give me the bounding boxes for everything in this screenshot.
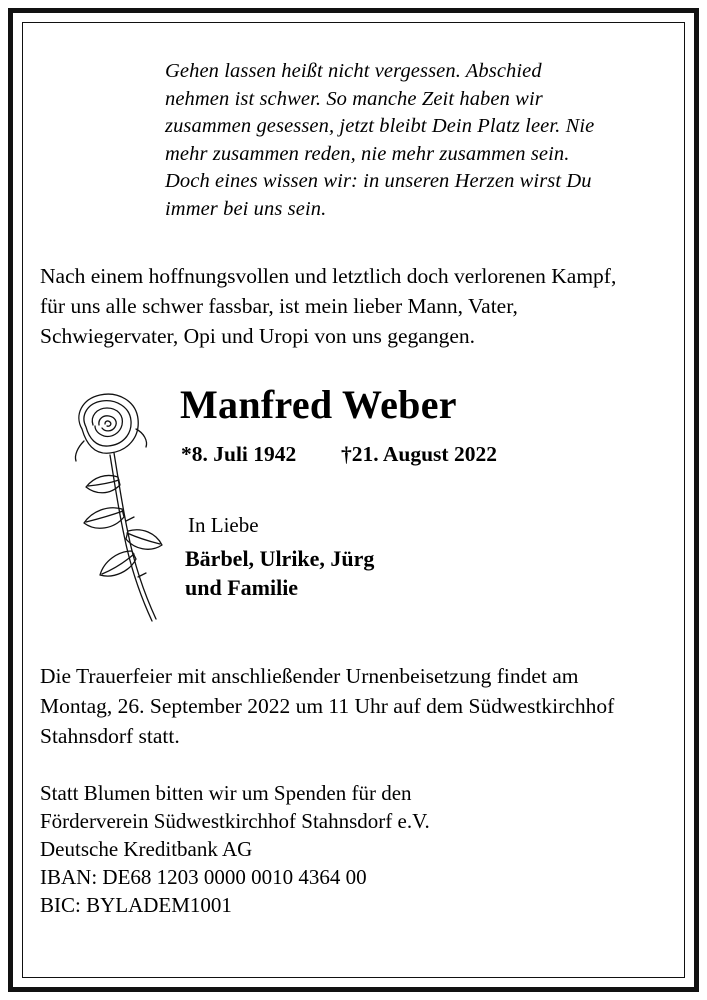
name-and-ornament-block — [40, 381, 667, 631]
life-dates — [181, 442, 667, 467]
donation-iban: IBAN: DE68 1203 0000 0010 4364 00 — [40, 865, 367, 889]
birth-date: *8. Juli 1942 — [181, 442, 297, 466]
donation-details — [40, 779, 650, 919]
survivors-names — [185, 544, 667, 602]
survivors-line-2: und Familie — [185, 575, 299, 600]
deceased-name: Manfred Weber — [180, 382, 457, 427]
rose-icon — [52, 381, 172, 631]
donation-line-1: Statt Blumen bitten wir um Spenden für den — [40, 781, 412, 805]
in-love-label: In Liebe — [188, 513, 259, 537]
notice-content — [40, 40, 667, 960]
ceremony-details: Die Trauerfeier mit anschließender Urnenbeisetzung findet am Montag, 26. September 2022 um 11 Uhr auf dem Südwestkirchhof Stahnsdorf statt. — [40, 664, 615, 748]
announcement-paragraph: Nach einem hoffnungsvollen und letztlich doch verlorenen Kampf, für uns alle schwer fassbar, ist mein lieber Mann, Vater, Schwiegervater, Opi und Uropi von uns gegangen. — [40, 264, 617, 348]
donation-bic: BIC: BYLADEM1001 — [40, 893, 232, 917]
death-date: †21. August 2022 — [341, 442, 497, 466]
memorial-verse: Gehen lassen heißt nicht vergessen. Abschied nehmen ist schwer. So manche Zeit haben wir zusammen gesessen, jetzt bleibt Dein Platz leer. Nie mehr zusammen reden, nie mehr zusammen sein. Doch eines wissen wir: in unseren Herzen wirst Du immer bei uns sein. — [165, 60, 595, 220]
survivors-line-1: Bärbel, Ulrike, Jürg — [185, 546, 375, 571]
donation-bank: Deutsche Kreditbank AG — [40, 837, 253, 861]
donation-line-2: Förderverein Südwestkirchhof Stahnsdorf e.V. — [40, 809, 430, 833]
